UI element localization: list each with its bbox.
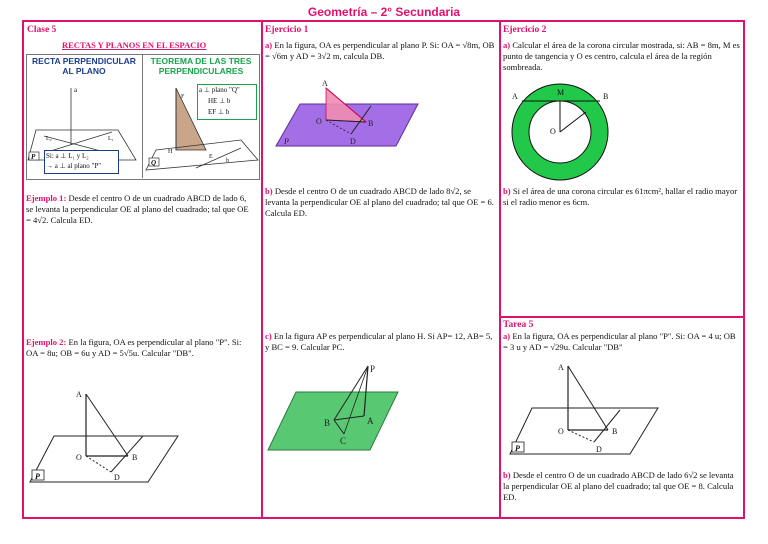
label-e: E — [209, 154, 213, 160]
label-b: B — [132, 453, 138, 462]
label-b: B — [324, 418, 331, 428]
label-b: b — [226, 158, 229, 164]
label-p: P — [284, 137, 289, 146]
example2: Ejemplo 2: En la figura, OA es perpendicular al plano "P". Si: OA = 8u; OB = 6u y AD = 5√5u. Calcular "DB". — [26, 337, 242, 358]
exercise2-title: Ejercicio 2 — [503, 25, 547, 35]
example2-figure — [28, 384, 188, 494]
label-b: B — [368, 119, 374, 128]
label-a: A — [76, 390, 82, 399]
label-q: Q — [151, 159, 157, 167]
plane-h — [268, 392, 398, 450]
exercise1c-figure — [268, 364, 408, 460]
exercise1-b: b) Desde el centro O de un cuadrado ABCD de lado 8√2, se levanta la perpendicular OE al plano del cuadrado; tal que OE = 6. Calcula ED. — [265, 186, 494, 218]
exercise1-figure — [266, 76, 426, 156]
line-b — [196, 148, 241, 168]
plane — [30, 436, 178, 482]
label-c: C — [340, 436, 347, 446]
box-he: HE ⊥ b — [208, 97, 231, 105]
label-l2: L₂ — [46, 136, 52, 142]
box-q: a ⊥ plano "Q" — [199, 86, 240, 94]
column-divider — [499, 20, 501, 519]
box-si: Si: a ⊥ L₁ y L₂ — [46, 152, 89, 160]
exercise2-a: a) Calcular el área de la corona circular mostrada, si: AB = 8m, M es punto de tangencia y O es centro, calcula el área de la región sombreada. — [503, 40, 740, 72]
class-label: Clase 5 — [27, 25, 57, 35]
label-b: B — [612, 427, 618, 436]
example1: Ejemplo 1: Desde el centro O de un cuadrado ABCD de lado 6, se levanta la perpendicular OE al plano del cuadrado; tal que OE = 4√2. Calcula ED. — [26, 193, 249, 225]
label-p: P — [370, 364, 376, 374]
label-d: D — [114, 473, 120, 482]
topic-title: RECTAS Y PLANOS EN EL ESPACIO — [62, 40, 207, 50]
tarea-figure — [508, 360, 668, 460]
box-plano: → a ⊥ al plano "P" — [46, 162, 102, 170]
label-a: a — [74, 86, 78, 94]
exercise2-b: b) Si el área de una corona circular es 61πcm², hallar el radio mayor si el radio menor es 6cm. — [503, 186, 738, 207]
label-p: P — [31, 153, 36, 161]
exercise1-a: a) En la figura, OA es perpendicular al plano P. Si: OA = √8m, OB = √6m y AD = 3√2 m, calcula DB. — [265, 40, 495, 61]
label-o: O — [550, 127, 556, 136]
label-f: F — [181, 94, 185, 100]
tarea-b: b) Desde el centro O de un cuadrado ABCD de lado 6√2 se levanta la perpendicular OE al plano del cuadrado; tal que OE = 8. Calcula ED. — [503, 470, 734, 502]
page-title: Geometría – 2° Secundaria — [307, 5, 461, 19]
label-a: A — [558, 363, 564, 372]
label-b: B — [603, 92, 609, 101]
header-perpendicular: RECTA PERPENDICULAR AL PLANO — [32, 56, 136, 76]
label-l1: L₁ — [108, 136, 114, 142]
label-a: A — [512, 92, 518, 101]
label-d: D — [596, 445, 602, 454]
label-o: O — [316, 117, 322, 126]
label-h: H — [168, 149, 173, 155]
plane — [510, 408, 658, 454]
label-p: P — [515, 444, 520, 453]
exercise1-c: c) En la figura AP es perpendicular al plano H. Si AP= 12, AB= 5, y BC = 9. Calcular PC. — [265, 331, 493, 352]
label-o: O — [558, 427, 564, 436]
header-three-perp: TEOREMA DE LAS TRES PERPENDICULARES — [150, 56, 252, 76]
label-o: O — [76, 453, 82, 462]
row-divider — [499, 316, 745, 318]
box-ef: EF ⊥ b — [208, 108, 230, 116]
label-a: A — [367, 416, 374, 426]
label-a: A — [322, 79, 328, 88]
exercise1-title: Ejercicio 1 — [265, 25, 309, 35]
label-m: M — [557, 88, 565, 97]
tarea-title: Tarea 5 — [503, 320, 534, 330]
column-divider — [261, 20, 263, 519]
corona-figure — [508, 82, 618, 184]
label-p: P — [35, 472, 40, 481]
label-d: D — [350, 137, 356, 146]
tarea-a: a) En la figura, OA es perpendicular al plano "P". Si: OA = 4 u; OB = 3 u y AD = √29u. Calcular "DB" — [503, 331, 736, 352]
